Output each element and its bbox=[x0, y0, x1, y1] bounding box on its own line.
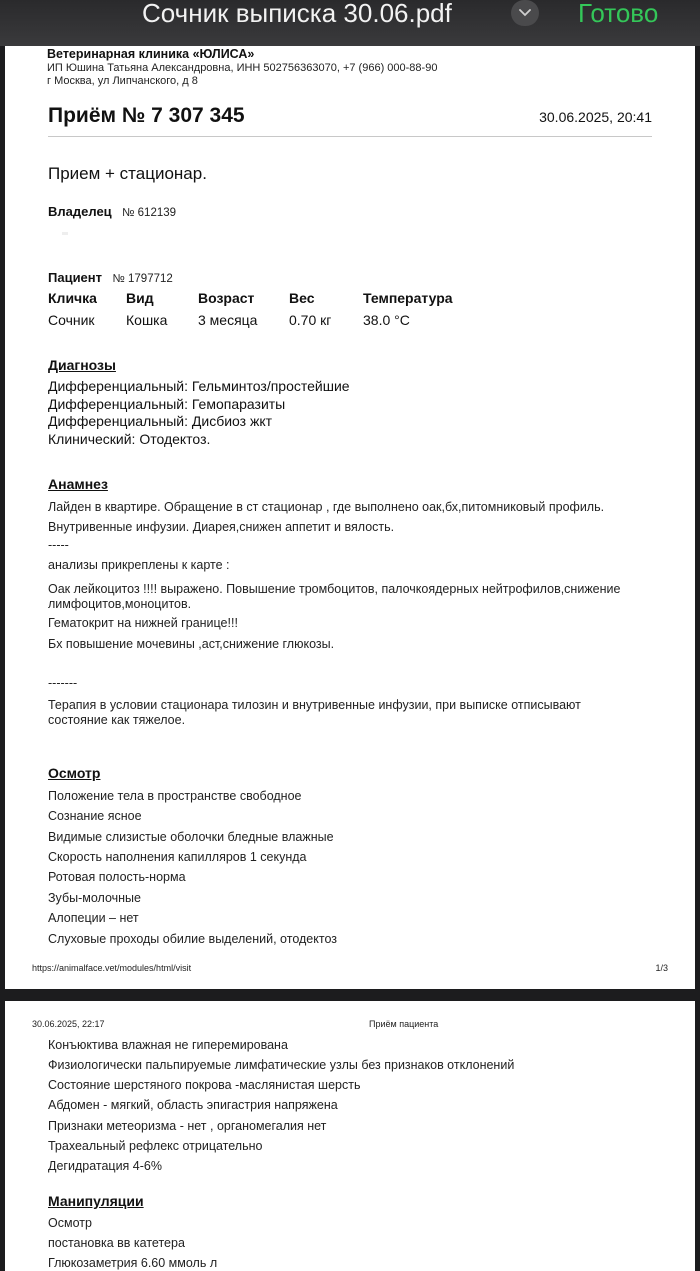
anamnesis-text: Терапия в условии стационара тилозин и внутривенные инфузии, при выписке отписывают bbox=[48, 698, 581, 712]
pdf-page-2 bbox=[5, 1001, 695, 1271]
col-header-temperature: Температура bbox=[363, 290, 453, 306]
diagnosis-item: Дифференциальный: Гемопаразиты bbox=[48, 396, 286, 412]
exam-item: Признаки метеоризма - нет , органомегалия нет bbox=[48, 1119, 327, 1133]
anamnesis-text: Бх повышение мочевины ,аст,снижение глюкозы. bbox=[48, 637, 335, 651]
page-url: https://animalface.vet/modules/html/visit bbox=[32, 963, 192, 973]
exam-item: Сознание ясное bbox=[48, 809, 142, 823]
exam-item: Зубы-молочные bbox=[48, 891, 141, 905]
anamnesis-title: Анамнез bbox=[48, 476, 108, 492]
pdf-page-1 bbox=[5, 46, 695, 989]
visit-title: Приём № 7 307 345 bbox=[48, 104, 245, 127]
owner-row bbox=[48, 203, 176, 221]
diagnosis-item: Клинический: Отодектоз. bbox=[48, 431, 211, 447]
owner-number: № 612139 bbox=[122, 207, 177, 219]
exam-item: Конъюктива влажная не гиперемирована bbox=[48, 1038, 288, 1052]
exam-item: Трахеальный рефлекс отрицательно bbox=[48, 1139, 263, 1153]
patient-weight: 0.70 кг bbox=[289, 312, 332, 328]
diagnosis-item: Дифференциальный: Дисбиоз жкт bbox=[48, 413, 273, 429]
clinic-address: г Москва, ул Липчанского, д 8 bbox=[47, 75, 198, 87]
col-header-weight: Вес bbox=[289, 290, 315, 306]
manipulation-item: Глюкозаметрия 6.60 ммоль л bbox=[48, 1256, 218, 1270]
anamnesis-text: Оак лейкоцитоз !!!! выражено. Повышение тромбоцитов, палочкоядерных нейтрофилов,снижение bbox=[48, 582, 621, 596]
file-title[interactable]: Сочник выписка 30.06.pdf bbox=[142, 0, 452, 28]
patient-temperature: 38.0 °C bbox=[363, 312, 410, 328]
exam-item: Алопеции – нет bbox=[48, 911, 139, 925]
visit-type: Прием + стационар. bbox=[48, 164, 207, 183]
col-header-species: Вид bbox=[126, 290, 154, 306]
exam-item: Ротовая полость-норма bbox=[48, 870, 186, 884]
anamnesis-text: Лайден в квартире. Обращение в ст стационар , где выполнено оак,бх,питомниковый профиль. bbox=[48, 500, 605, 514]
page-header-datetime: 30.06.2025, 22:17 bbox=[32, 1019, 105, 1029]
manipulation-item: постановка вв катетера bbox=[48, 1236, 185, 1250]
owner-label: Владелец bbox=[48, 204, 112, 219]
anamnesis-text: состояние как тяжелое. bbox=[48, 713, 186, 727]
page-number: 1/3 bbox=[655, 963, 668, 973]
anamnesis-text: Внутривенные инфузии. Диарея,снижен аппетит и вялость. bbox=[48, 520, 395, 534]
page-header-title: Приём пациента bbox=[369, 1019, 439, 1029]
title-dropdown-button[interactable] bbox=[511, 0, 539, 26]
exam-item: Слуховые проходы обилие выделений, отодектоз bbox=[48, 932, 337, 946]
exam-item: Состояние шерстяного покрова -маслянистая шерсть bbox=[48, 1078, 361, 1092]
clinic-details: ИП Юшина Татьяна Александровна, ИНН 502756363070, +7 (966) 000-88-90 bbox=[47, 62, 438, 74]
patient-row bbox=[48, 269, 173, 287]
anamnesis-text: Гематокрит на нижней границе!!! bbox=[48, 616, 238, 630]
exam-item: Абдомен - мягкий, область эпигастрия напряжена bbox=[48, 1098, 338, 1112]
exam-item: Положение тела в пространстве свободное bbox=[48, 789, 302, 803]
exam-item: Дегидратация 4-6% bbox=[48, 1159, 162, 1173]
patient-label: Пациент bbox=[48, 270, 103, 285]
anamnesis-separator: ----- bbox=[48, 538, 69, 552]
diagnoses-title: Диагнозы bbox=[48, 357, 116, 373]
viewer-top-bar bbox=[0, 0, 700, 46]
anamnesis-separator: ------- bbox=[48, 676, 78, 690]
chevron-down-icon bbox=[519, 9, 531, 17]
divider bbox=[48, 136, 652, 137]
patient-age: 3 месяца bbox=[198, 312, 258, 328]
visit-datetime: 30.06.2025, 20:41 bbox=[539, 109, 652, 125]
anamnesis-text: анализы прикреплены к карте : bbox=[48, 558, 230, 572]
patient-name: Сочник bbox=[48, 312, 95, 328]
manipulation-item: Осмотр bbox=[48, 1216, 92, 1230]
col-header-age: Возраст bbox=[198, 290, 255, 306]
done-button[interactable]: Готово bbox=[578, 0, 659, 28]
exam-item: Физиологически пальпируемые лимфатические узлы без признаков отклонений bbox=[48, 1058, 515, 1072]
diagnosis-item: Дифференциальный: Гельминтоз/простейшие bbox=[48, 378, 350, 394]
clinic-name: Ветеринарная клиника «ЮЛИСА» bbox=[47, 47, 255, 61]
patient-species: Кошка bbox=[126, 312, 168, 328]
manipulations-title: Манипуляции bbox=[48, 1193, 144, 1209]
exam-item: Скорость наполнения капилляров 1 секунда bbox=[48, 850, 307, 864]
exam-item: Видимые слизистые оболочки бледные влажные bbox=[48, 830, 334, 844]
exam-title: Осмотр bbox=[48, 765, 101, 781]
col-header-name: Кличка bbox=[48, 290, 97, 306]
anamnesis-text: лимфоцитов,моноцитов. bbox=[48, 597, 192, 611]
redacted-mark bbox=[62, 232, 68, 235]
patient-number: № 1797712 bbox=[112, 273, 173, 285]
